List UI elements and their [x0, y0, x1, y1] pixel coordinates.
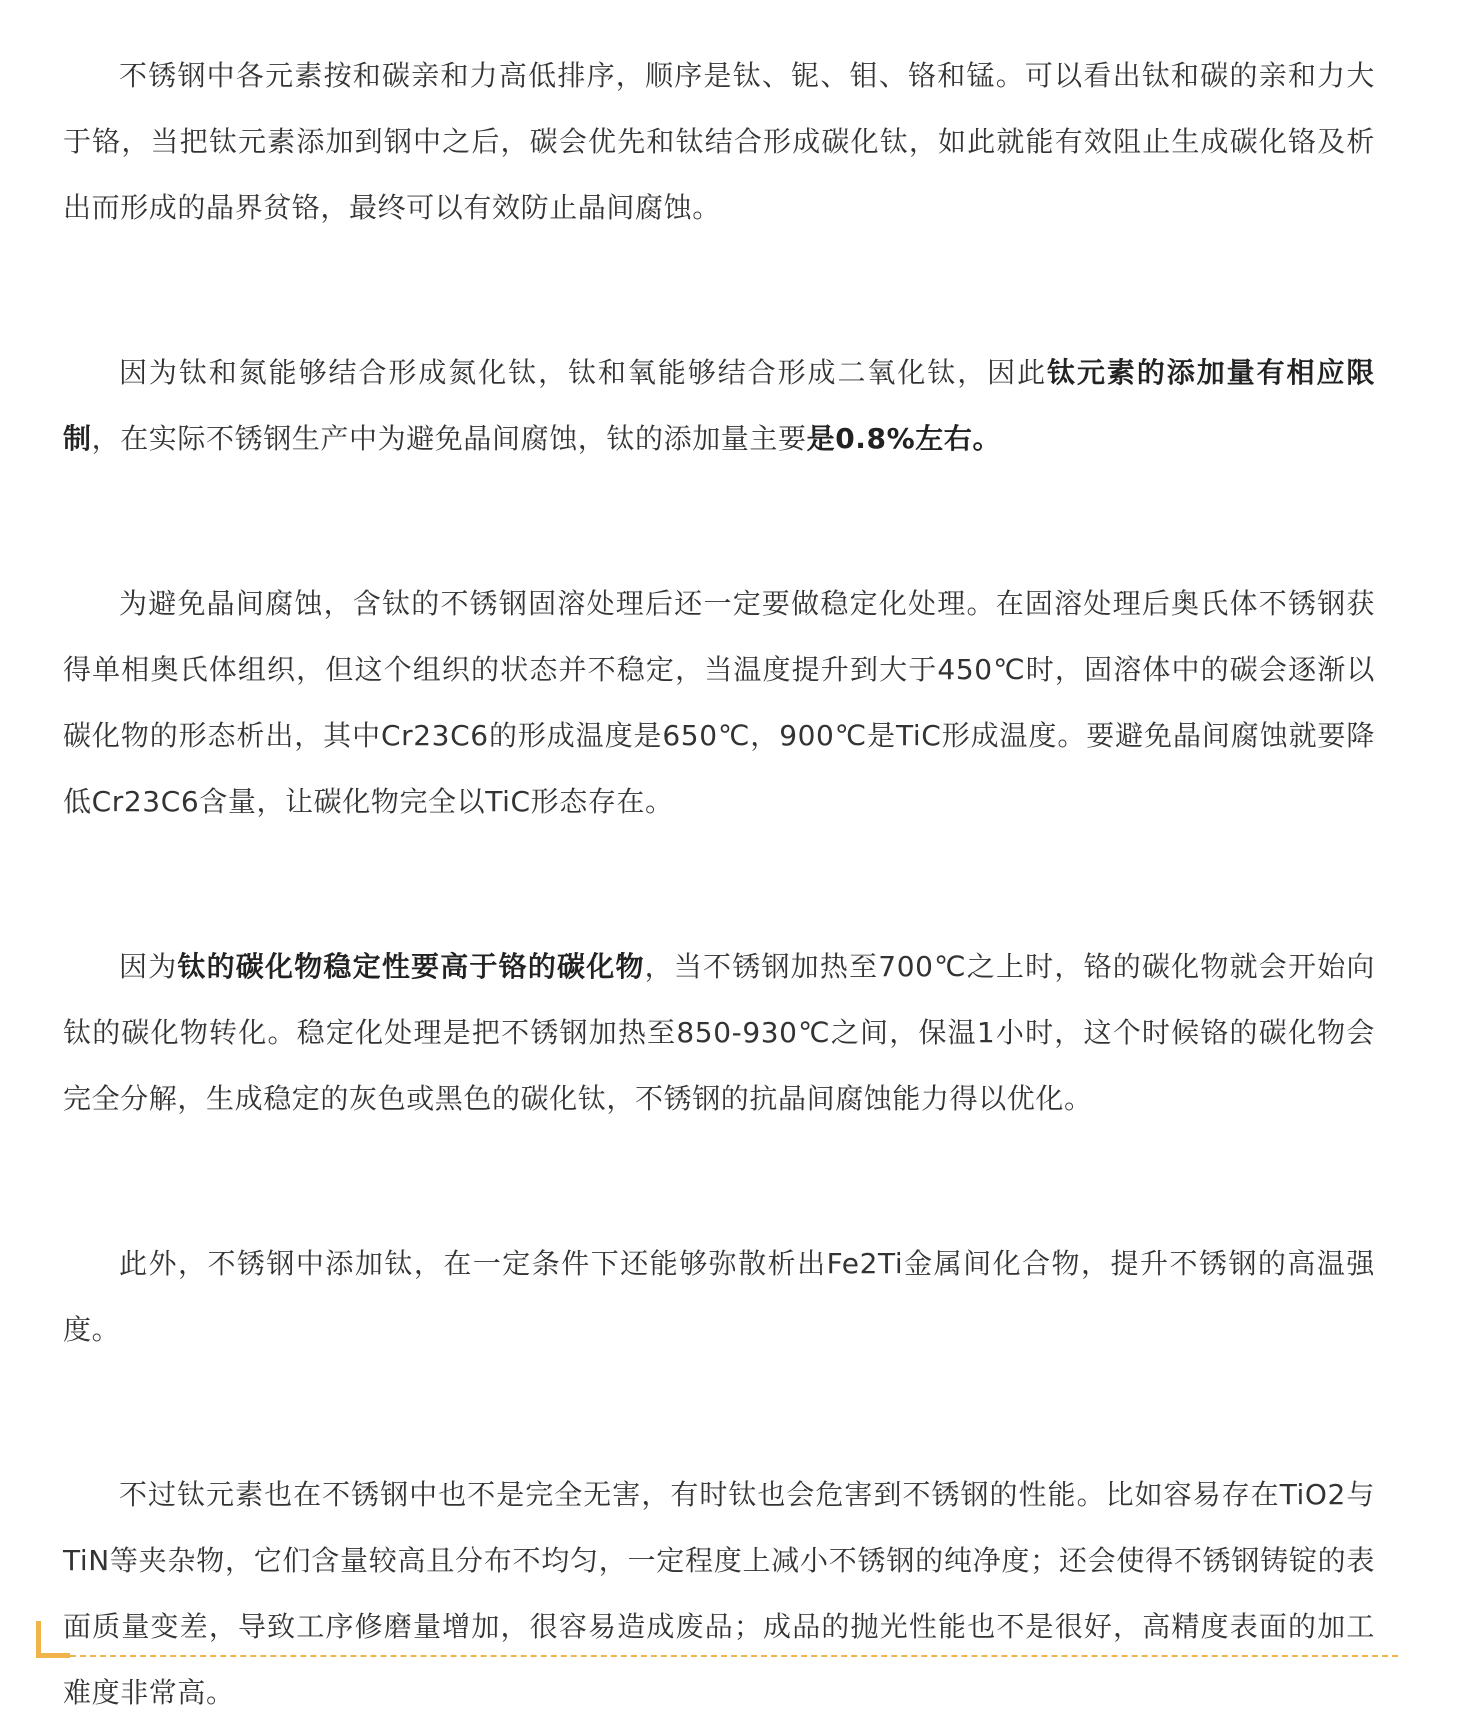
- paragraph-affinity-order: [63, 43, 1375, 241]
- paragraph-text: 此外，不锈钢中添加钛，在一定条件下还能够弥散析出Fe2Ti金属间化合物，提升不锈钢的高温强度。: [63, 1247, 1375, 1346]
- paragraph-text: 因为钛和氮能够结合形成氮化钛，钛和氧能够结合形成二氧化钛，因此: [119, 356, 1048, 389]
- footer-divider: [36, 1621, 1406, 1661]
- paragraph-carbide-stability: [63, 934, 1375, 1132]
- corner-bracket-horizontal: [36, 1653, 70, 1658]
- paragraph-text: 因为: [119, 950, 178, 983]
- paragraph-text: ，在实际不锈钢生产中为避免晶间腐蚀，钛的添加量主要: [91, 422, 807, 455]
- paragraph-drawbacks: [63, 1462, 1375, 1726]
- article-body: [63, 43, 1375, 1726]
- paragraph-text: ，当不锈钢加热至700℃之上时，铬的碳化物就会开始向钛的碳化物转化。稳定化处理是把不锈钢加热至850-930℃之间，保温1小时，这个时候铬的碳化物会完全分解，生成稳定的灰色或黑色的碳化钛，不锈钢的抗晶间腐蚀能力得以优化。: [63, 950, 1375, 1115]
- paragraph-text: 不锈钢中各元素按和碳亲和力高低排序，顺序是钛、铌、钼、铬和锰。可以看出钛和碳的亲和力大于铬，当把钛元素添加到钢中之后，碳会优先和钛结合形成碳化钛，如此就能有效阻止生成碳化铬及析出而形成的晶界贫铬，最终可以有效防止晶间腐蚀。: [63, 59, 1375, 224]
- bold-highlight: 钛元素的添加量有相应限制: [63, 356, 1375, 455]
- bold-highlight: 钛的碳化物稳定性要高于铬的碳化物: [177, 950, 645, 983]
- paragraph-stabilization: [63, 571, 1375, 835]
- paragraph-text: 不过钛元素也在不锈钢中也不是完全无害，有时钛也会危害到不锈钢的性能。比如容易存在TiO2与TiN等夹杂物，它们含量较高且分布不均匀，一定程度上减小不锈钢的纯净度；还会使得不锈钢铸锭的表面质量变差，导致工序修磨量增加，很容易造成废品；成品的抛光性能也不是很好，高精度表面的加工难度非常高。: [63, 1478, 1375, 1709]
- dashed-divider-line: [70, 1655, 1398, 1657]
- bold-highlight: 是0.8%左右。: [806, 422, 1002, 455]
- paragraph-fe2ti: [63, 1231, 1375, 1363]
- paragraph-titanium-limit: [63, 340, 1375, 472]
- paragraph-text: 为避免晶间腐蚀，含钛的不锈钢固溶处理后还一定要做稳定化处理。在固溶处理后奥氏体不锈钢获得单相奥氏体组织，但这个组织的状态并不稳定，当温度提升到大于450℃时，固溶体中的碳会逐渐以碳化物的形态析出，其中Cr23C6的形成温度是650℃，900℃是TiC形成温度。要避免晶间腐蚀就要降低Cr23C6含量，让碳化物完全以TiC形态存在。: [63, 587, 1375, 818]
